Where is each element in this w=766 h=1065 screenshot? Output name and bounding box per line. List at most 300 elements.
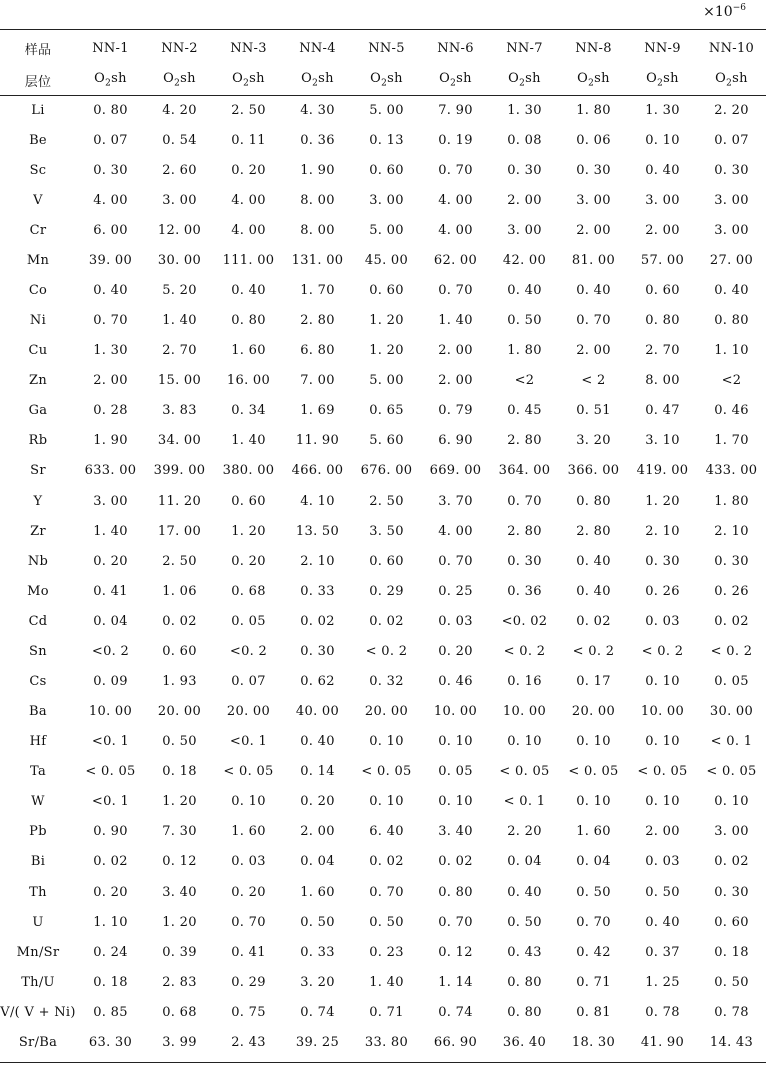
value-cell: 66. 90 (433, 1034, 478, 1050)
value-cell: 0. 50 (369, 914, 404, 930)
value-cell: 1. 40 (231, 433, 266, 449)
layer-text: O (94, 71, 106, 87)
value-cell: 0. 10 (714, 794, 749, 810)
value-cell: 0. 50 (576, 884, 611, 900)
value-cell: <0. 1 (91, 734, 130, 750)
value-cell: 0. 02 (576, 613, 611, 629)
value-cell: 39. 00 (88, 252, 133, 268)
value-cell: 0. 80 (507, 1004, 542, 1020)
value-cell: 0. 51 (576, 403, 611, 419)
value-cell: 0. 60 (714, 914, 749, 930)
value-cell: 0. 40 (300, 734, 335, 750)
layer-subscript: 2 (243, 78, 250, 89)
value-cell: 364. 00 (498, 463, 551, 479)
value-cell: 0. 06 (576, 132, 611, 148)
element-label: Th (29, 884, 47, 900)
value-cell: 0. 02 (369, 613, 404, 629)
value-cell: 0. 07 (93, 132, 128, 148)
value-cell: 0. 40 (231, 283, 266, 298)
element-label: Be (29, 132, 47, 148)
value-cell: 0. 78 (645, 1004, 680, 1020)
value-cell: 0. 02 (93, 854, 128, 870)
value-cell: 17. 00 (157, 523, 202, 539)
value-cell: 419. 00 (636, 463, 689, 479)
value-cell: 0. 10 (507, 734, 542, 750)
value-cell: 3. 40 (438, 824, 473, 840)
element-label: Mo (27, 583, 49, 599)
element-label: Sn (29, 643, 47, 659)
layer-subscript: 2 (726, 78, 733, 89)
value-cell: 0. 10 (438, 794, 473, 810)
value-cell: <0. 1 (91, 794, 130, 810)
value-cell: 0. 50 (714, 974, 749, 990)
value-cell: 3. 00 (576, 192, 611, 208)
value-cell: 3. 20 (576, 433, 611, 449)
layer-text: O (439, 71, 451, 87)
value-cell: 6. 40 (369, 824, 404, 840)
value-cell: < 0. 05 (637, 764, 688, 780)
value-cell: 1. 40 (438, 313, 473, 329)
element-label: Li (31, 102, 45, 118)
value-cell: 0. 45 (507, 403, 542, 419)
value-cell: 0. 11 (231, 132, 266, 148)
value-cell: 0. 20 (231, 553, 266, 569)
value-cell: 0. 40 (576, 553, 611, 569)
value-cell: 2. 50 (162, 553, 197, 569)
value-cell: 0. 40 (714, 283, 749, 298)
value-cell: 30. 00 (157, 252, 202, 268)
layer-cell (214, 65, 283, 95)
value-cell: 1. 80 (714, 493, 749, 509)
value-cell: 0. 03 (231, 854, 266, 870)
value-cell: 0. 68 (231, 583, 266, 599)
value-cell: 40. 00 (295, 704, 340, 720)
value-cell: < 0. 05 (499, 764, 550, 780)
table-row (0, 636, 766, 666)
value-cell: 1. 60 (300, 884, 335, 900)
value-cell: 20. 00 (364, 704, 409, 720)
table-row (0, 757, 766, 787)
value-cell: 2. 70 (645, 343, 680, 359)
table-row (0, 125, 766, 155)
value-cell: 2. 00 (576, 222, 611, 238)
value-cell: 669. 00 (429, 463, 482, 479)
value-cell: 1. 60 (231, 343, 266, 359)
value-cell: 2. 20 (507, 824, 542, 840)
value-cell: 0. 60 (231, 493, 266, 509)
value-cell: 0. 36 (300, 132, 335, 148)
value-cell: 0. 20 (438, 643, 473, 659)
value-cell: 1. 40 (369, 974, 404, 990)
value-cell: 2. 00 (438, 373, 473, 389)
value-cell: 1. 20 (645, 493, 680, 509)
value-cell: 1. 14 (438, 974, 473, 990)
table-bottom-rule (0, 1062, 766, 1063)
value-cell: 39. 25 (295, 1034, 340, 1050)
value-cell: 0. 26 (714, 583, 749, 599)
value-cell: 0. 60 (162, 643, 197, 659)
sample-id: NN-1 (92, 41, 129, 56)
value-cell: 3. 00 (714, 824, 749, 840)
element-label: Ga (28, 403, 48, 419)
value-cell: < 0. 1 (503, 794, 546, 810)
value-cell: 0. 30 (714, 162, 749, 178)
value-cell: 0. 20 (93, 884, 128, 900)
value-cell: 1. 60 (576, 824, 611, 840)
sample-header-row (0, 32, 766, 65)
value-cell: 3. 83 (162, 403, 197, 419)
element-label: Sr (30, 463, 46, 479)
value-cell: 0. 40 (93, 283, 128, 298)
value-cell: 466. 00 (291, 463, 344, 479)
value-cell: 0. 80 (645, 313, 680, 329)
value-cell: < 0. 05 (223, 764, 274, 780)
layer-subscript: 2 (105, 78, 112, 89)
value-cell: 0. 02 (369, 854, 404, 870)
value-cell: 0. 04 (93, 613, 128, 629)
element-label: Rb (28, 433, 48, 449)
value-cell: 433. 00 (705, 463, 758, 479)
value-cell: 11. 90 (295, 433, 340, 449)
value-cell: 1. 10 (93, 914, 128, 930)
table-row (0, 666, 766, 696)
value-cell: 0. 42 (576, 944, 611, 960)
table-row (0, 817, 766, 847)
value-cell: 0. 40 (645, 162, 680, 178)
value-cell: 0. 30 (714, 884, 749, 900)
layer-cell (421, 65, 490, 95)
value-cell: 0. 41 (231, 944, 266, 960)
value-cell: 0. 03 (438, 613, 473, 629)
value-cell: 0. 10 (369, 734, 404, 750)
value-cell: 0. 02 (162, 613, 197, 629)
value-cell: 2. 43 (231, 1034, 266, 1050)
value-cell: 0. 07 (231, 674, 266, 690)
value-cell: 0. 10 (576, 734, 611, 750)
value-cell: 3. 10 (645, 433, 680, 449)
value-cell: 5. 60 (369, 433, 404, 449)
value-cell: 0. 40 (645, 914, 680, 930)
layer-cell (76, 65, 145, 95)
value-cell: < 0. 2 (710, 643, 753, 659)
value-cell: 0. 36 (507, 583, 542, 599)
value-cell: 0. 23 (369, 944, 404, 960)
value-cell: 0. 04 (507, 854, 542, 870)
value-cell: 0. 18 (162, 764, 197, 780)
table-top-rule (0, 29, 766, 30)
value-cell: 0. 30 (93, 162, 128, 178)
value-cell: 1. 25 (645, 974, 680, 990)
sample-label: 样品 (24, 43, 52, 58)
element-label: Sc (29, 162, 47, 178)
value-cell: 366. 00 (567, 463, 620, 479)
element-label: Ni (29, 313, 47, 329)
value-cell: 1. 70 (300, 283, 335, 298)
value-cell: < 0. 05 (85, 764, 136, 780)
value-cell: 0. 10 (645, 132, 680, 148)
value-cell: 0. 30 (714, 553, 749, 569)
value-cell: 3. 40 (162, 884, 197, 900)
value-cell: 0. 30 (300, 643, 335, 659)
layer-cell (697, 65, 766, 95)
value-cell: 7. 00 (300, 373, 335, 389)
element-label: Hf (29, 734, 47, 750)
value-cell: 0. 24 (93, 944, 128, 960)
value-cell: 0. 30 (645, 553, 680, 569)
layer-subscript: 2 (450, 78, 457, 89)
value-cell: 1. 20 (162, 914, 197, 930)
value-cell: 0. 10 (645, 794, 680, 810)
value-cell: 0. 54 (162, 132, 197, 148)
value-cell: 0. 62 (300, 674, 335, 690)
table-row (0, 306, 766, 336)
value-cell: < 0. 2 (365, 643, 408, 659)
element-label: Y (33, 493, 43, 509)
value-cell: 0. 70 (576, 914, 611, 930)
value-cell: 2. 80 (300, 313, 335, 329)
value-cell: 4. 00 (231, 222, 266, 238)
element-label: U (32, 914, 44, 930)
value-cell: 0. 70 (576, 313, 611, 329)
table-row (0, 486, 766, 516)
value-cell: 2. 10 (645, 523, 680, 539)
value-cell: 10. 00 (88, 704, 133, 720)
value-cell: 0. 12 (162, 854, 197, 870)
element-label: Th/U (21, 974, 55, 990)
value-cell: <2 (514, 373, 535, 389)
value-cell: 0. 02 (300, 613, 335, 629)
value-cell: 20. 00 (226, 704, 271, 720)
table-row (0, 396, 766, 426)
value-cell: 0. 32 (369, 674, 404, 690)
value-cell: 0. 60 (369, 553, 404, 569)
element-label: Ta (29, 764, 46, 780)
value-cell: 0. 40 (507, 884, 542, 900)
element-label: Mn/Sr (16, 944, 60, 960)
value-cell: 0. 10 (645, 674, 680, 690)
layer-text: O (163, 71, 175, 87)
value-cell: 0. 40 (576, 583, 611, 599)
value-cell: 0. 47 (645, 403, 680, 419)
value-cell: 0. 50 (645, 884, 680, 900)
value-cell: 0. 40 (576, 283, 611, 298)
value-cell: 0. 80 (438, 884, 473, 900)
value-cell: 0. 79 (438, 403, 473, 419)
layer-text: sh (111, 71, 127, 87)
value-cell: 0. 20 (300, 794, 335, 810)
table-row (0, 516, 766, 546)
value-cell: 0. 09 (93, 674, 128, 690)
layer-subscript: 2 (174, 78, 181, 89)
layer-subscript: 2 (519, 78, 526, 89)
value-cell: 0. 10 (369, 794, 404, 810)
value-cell: 4. 20 (162, 102, 197, 118)
value-cell: 5. 00 (369, 373, 404, 389)
value-cell: 1. 60 (231, 824, 266, 840)
value-cell: < 0. 05 (568, 764, 619, 780)
value-cell: 8. 00 (300, 192, 335, 208)
value-cell: 1. 30 (93, 343, 128, 359)
unit-label (703, 3, 746, 20)
sample-id: NN-7 (506, 41, 543, 56)
element-label: Nb (27, 553, 49, 569)
table-row (0, 877, 766, 907)
value-cell: <0. 2 (91, 643, 130, 659)
value-cell: 0. 70 (93, 313, 128, 329)
value-cell: 0. 70 (438, 162, 473, 178)
table-row (0, 546, 766, 576)
value-cell: 2. 00 (300, 824, 335, 840)
layer-cell (283, 65, 352, 95)
layer-text: sh (456, 71, 472, 87)
value-cell: 0. 18 (93, 974, 128, 990)
value-cell: 3. 00 (93, 493, 128, 509)
value-cell: 8. 00 (645, 373, 680, 389)
value-cell: 20. 00 (571, 704, 616, 720)
sample-id: NN-2 (161, 41, 198, 56)
value-cell: 0. 74 (438, 1004, 473, 1020)
layer-text: sh (249, 71, 265, 87)
value-cell: 0. 29 (231, 974, 266, 990)
table-row (0, 967, 766, 997)
value-cell: 4. 30 (300, 102, 335, 118)
value-cell: 0. 74 (300, 1004, 335, 1020)
value-cell: 0. 03 (645, 613, 680, 629)
table-row (0, 456, 766, 486)
value-cell: 0. 02 (438, 854, 473, 870)
value-cell: 2. 70 (162, 343, 197, 359)
table-row (0, 275, 766, 305)
value-cell: 0. 20 (93, 553, 128, 569)
value-cell: 2. 00 (645, 824, 680, 840)
value-cell: 0. 13 (369, 132, 404, 148)
value-cell: 0. 71 (576, 974, 611, 990)
element-label: Pb (29, 824, 47, 840)
value-cell: 3. 00 (162, 192, 197, 208)
table-row (0, 245, 766, 275)
table-row (0, 787, 766, 817)
value-cell: 2. 10 (714, 523, 749, 539)
value-cell: 3. 20 (300, 974, 335, 990)
value-cell: 0. 70 (231, 914, 266, 930)
element-label: Sr/Ba (18, 1034, 58, 1050)
value-cell: 0. 18 (714, 944, 749, 960)
layer-text: sh (180, 71, 196, 87)
layer-cell (628, 65, 697, 95)
layer-text: sh (663, 71, 679, 87)
value-cell: 0. 39 (162, 944, 197, 960)
value-cell: 0. 80 (576, 493, 611, 509)
unit-base: ×10 (703, 4, 733, 20)
value-cell: 41. 90 (640, 1034, 685, 1050)
value-cell: 0. 60 (645, 283, 680, 298)
element-label: W (31, 794, 45, 810)
value-cell: 5. 20 (162, 283, 197, 298)
element-label: Zn (28, 373, 47, 389)
value-cell: 3. 00 (714, 222, 749, 238)
value-cell: 0. 25 (438, 583, 473, 599)
value-cell: 15. 00 (157, 373, 202, 389)
value-cell: 4. 00 (438, 523, 473, 539)
sample-id: NN-4 (299, 41, 336, 56)
value-cell: 131. 00 (291, 252, 344, 268)
value-cell: 1. 90 (93, 433, 128, 449)
value-cell: 0. 14 (300, 764, 335, 780)
unit-exponent: −6 (732, 3, 746, 13)
element-label: Co (28, 283, 48, 298)
layer-label: 层位 (24, 74, 52, 90)
value-cell: 2. 00 (93, 373, 128, 389)
value-cell: 0. 68 (162, 1004, 197, 1020)
value-cell: 1. 93 (162, 674, 197, 690)
value-cell: 0. 30 (576, 162, 611, 178)
element-label: V/( V + Ni) (0, 1004, 76, 1020)
element-label: Zr (30, 523, 46, 539)
value-cell: 0. 80 (231, 313, 266, 329)
value-cell: 0. 17 (576, 674, 611, 690)
element-label: Cr (29, 222, 47, 238)
value-cell: 1. 20 (369, 343, 404, 359)
value-cell: 0. 81 (576, 1004, 611, 1020)
value-cell: 0. 19 (438, 132, 473, 148)
value-cell: 11. 20 (157, 493, 202, 509)
table-row (0, 336, 766, 366)
value-cell: 0. 02 (714, 613, 749, 629)
value-cell: 63. 30 (88, 1034, 133, 1050)
value-cell: 0. 05 (438, 764, 473, 780)
table-row (0, 95, 766, 125)
value-cell: 1. 90 (300, 162, 335, 178)
value-cell: 2. 80 (507, 433, 542, 449)
layer-text: O (508, 71, 520, 87)
value-cell: 2. 80 (576, 523, 611, 539)
table-row (0, 727, 766, 757)
value-cell: < 0. 2 (572, 643, 615, 659)
value-cell: 1. 06 (162, 583, 197, 599)
value-cell: 399. 00 (153, 463, 206, 479)
value-cell: 5. 00 (369, 102, 404, 118)
value-cell: 0. 37 (645, 944, 680, 960)
value-cell: 3. 00 (369, 192, 404, 208)
value-cell: 1. 30 (645, 102, 680, 118)
value-cell: <2 (721, 373, 742, 389)
value-cell: 0. 07 (714, 132, 749, 148)
value-cell: 0. 60 (369, 162, 404, 178)
sample-id: NN-10 (708, 41, 755, 56)
value-cell: 27. 00 (709, 252, 754, 268)
value-cell: 2. 00 (438, 343, 473, 359)
value-cell: 3. 00 (645, 192, 680, 208)
table-row (0, 907, 766, 937)
sample-id: NN-6 (437, 41, 474, 56)
value-cell: 7. 30 (162, 824, 197, 840)
value-cell: 0. 80 (714, 313, 749, 329)
value-cell: 1. 40 (93, 523, 128, 539)
value-cell: 0. 70 (507, 493, 542, 509)
value-cell: 2. 10 (300, 553, 335, 569)
table-row (0, 215, 766, 245)
value-cell: 10. 00 (502, 704, 547, 720)
value-cell: 2. 50 (231, 102, 266, 118)
value-cell: 0. 43 (507, 944, 542, 960)
value-cell: 10. 00 (433, 704, 478, 720)
element-label: Ba (29, 704, 47, 720)
layer-text: sh (594, 71, 610, 87)
value-cell: 33. 80 (364, 1034, 409, 1050)
element-label: Bi (30, 854, 46, 870)
value-cell: < 2 (581, 373, 606, 389)
value-cell: 0. 75 (231, 1004, 266, 1020)
